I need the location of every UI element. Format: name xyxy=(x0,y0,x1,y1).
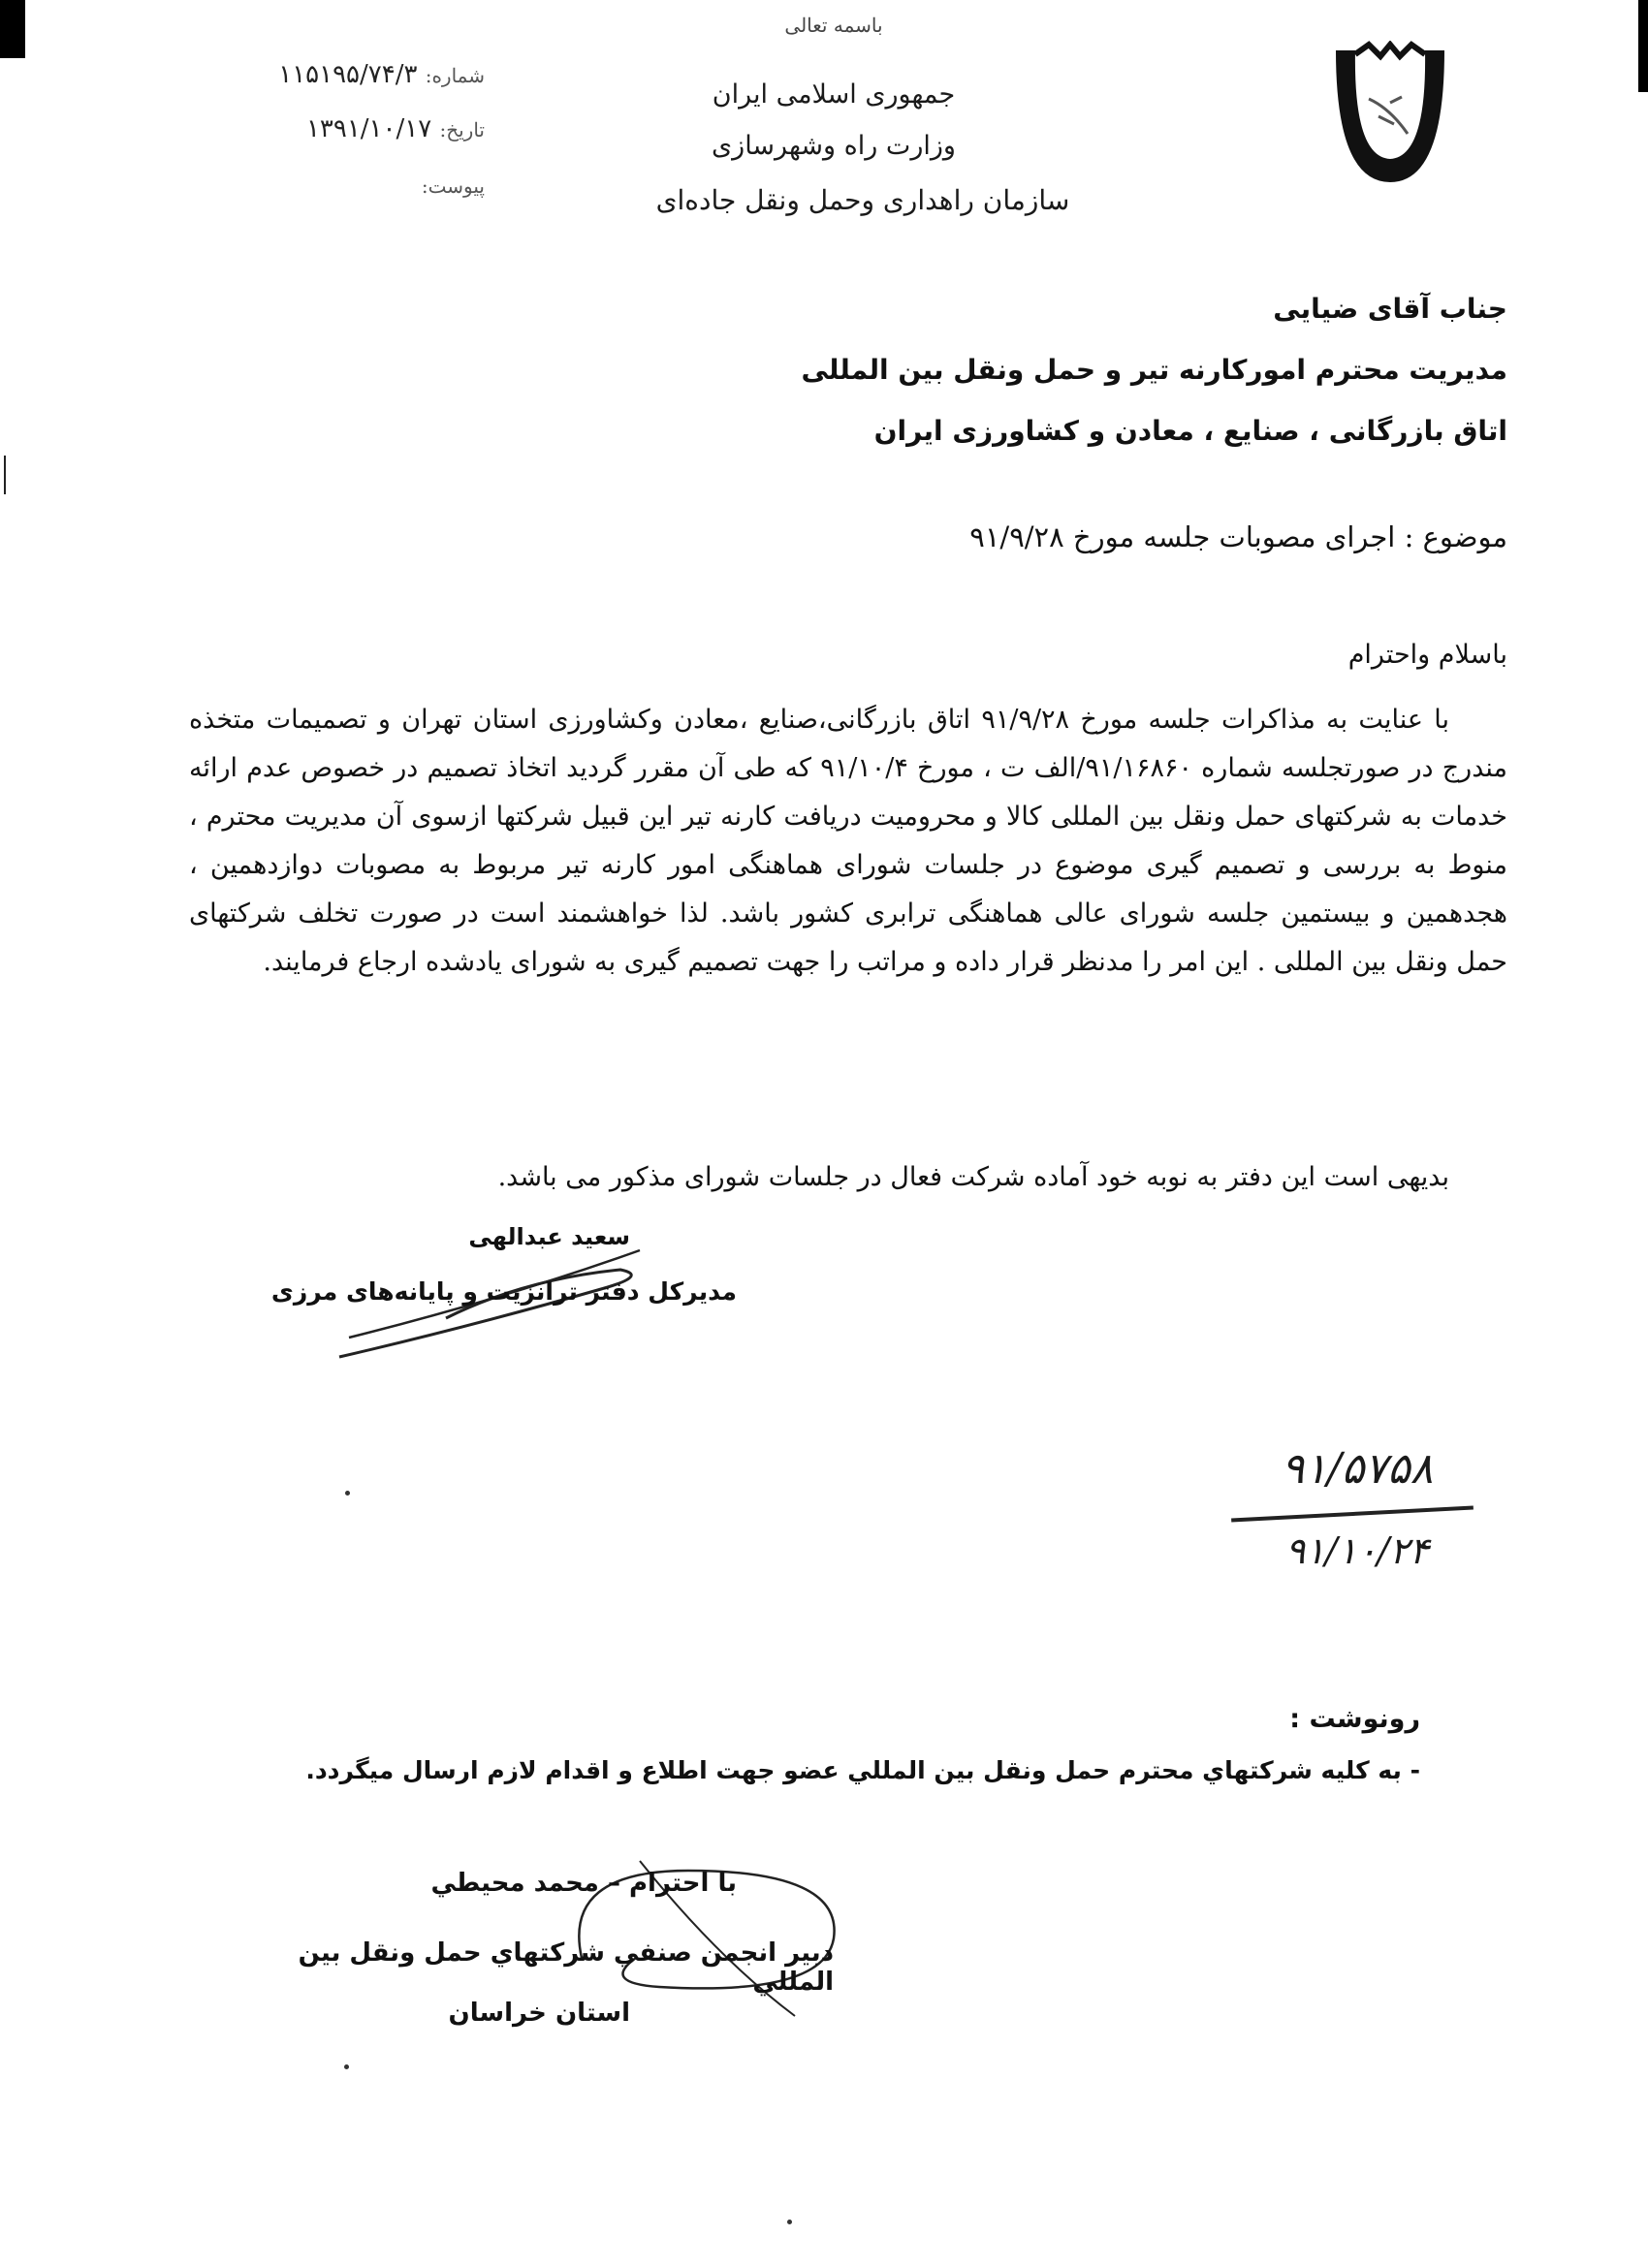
number-label: شماره: xyxy=(425,64,485,87)
ministry-name: وزارت راه وشهرسازی xyxy=(712,131,956,161)
second-signatory-title: دبیر انجمن صنفي شرکتهاي حمل ونقل بین المللي xyxy=(298,1938,834,1997)
date-label: تاریخ: xyxy=(439,118,485,142)
ministry-logo-icon xyxy=(1330,41,1450,186)
body-paragraph-2: بدیهی است این دفتر به نوبه خود آماده شرکت فعال در جلسات شورای مذکور می باشد. xyxy=(497,1162,1449,1192)
handwritten-divider xyxy=(1231,1505,1474,1522)
letter-subject: موضوع : اجرای مصوبات جلسه مورخ ۹۱/۹/۲۸ xyxy=(969,520,1507,553)
handwritten-reference-number: ۹۱/۵۷۵۸ xyxy=(1281,1444,1434,1494)
scan-dot xyxy=(344,2064,349,2069)
handwritten-reference-date: ۹۱/۱۰/۲۴ xyxy=(1284,1529,1430,1572)
number-value: ۱۱۵۱۹۵/۷۴/۳ xyxy=(278,60,418,89)
recipient-name: جناب آقای ضیایی xyxy=(1273,293,1507,325)
country-name: جمهوری اسلامی ایران xyxy=(712,79,956,110)
recipient-office: مدیریت محترم امورکارنه تیر و حمل ونقل بین المللی xyxy=(801,354,1507,386)
copy-line: - به کلیه شرکتهاي محترم حمل ونقل بین المللي عضو جهت اطلاع و اقدام لازم ارسال میگردد. xyxy=(305,1756,1420,1784)
letter-date xyxy=(233,114,485,143)
scan-edge-left xyxy=(0,0,25,58)
second-signatory-name: با احترام – محمد محیطي xyxy=(430,1869,737,1898)
recipient-organization: اتاق بازرگانی ، صنایع ، معادن و کشاورزی ایران xyxy=(873,415,1507,447)
scan-edge-right xyxy=(1638,0,1648,92)
body-paragraph-1: با عنایت به مذاکرات جلسه مورخ ۹۱/۹/۲۸ اتاق بازرگانی،صنایع ،معادن وکشاورزی استان تهران و تصمیمات متخذه مندرج در صورتجلسه شماره ۹۱/۱۶۸۶۰/الف ت ، مورخ ۹۱/۱۰/۴ که طی آن مقرر گردید اتخاذ تصمیم در خصوص عدم ارائه خدمات به شرکتهای حمل ونقل بین المللی کالا و محرومیت دریافت کارنه تیر این قبیل شرکتها ازسوی آن مدیریت محترم ، منوط به بررسی و تصمیم گیری موضوع در جلسات شورای هماهنگی امور کارنه تیر مربوط به مصوبات دوازدهمین ، هجدهمین و بیستمین جلسه شورای عالی هماهنگی ترابری کشور باشد. لذا خواهشمند است در صورت تخلف شرکتهای حمل ونقل بین المللی . این امر را مدنظر قرار داده و مراتب را جهت تصمیم گیری به شورای یادشده ارجاع فرمایند. xyxy=(189,705,1507,977)
scan-edge-mark xyxy=(4,456,6,494)
scan-dot xyxy=(345,1491,350,1496)
greeting: باسلام واحترام xyxy=(1347,640,1507,670)
attachment-label: پیوست: xyxy=(421,174,485,198)
signatory-title: مدیرکل دفتر ترانزیت و پایانه‌های مرزی xyxy=(270,1277,737,1306)
bismillah: باسمه تعالی xyxy=(784,14,883,37)
organization-name: سازمان راهداری وحمل ونقل جاده‌ای xyxy=(655,184,1070,216)
letter-number xyxy=(194,60,485,89)
date-value: ۱۳۹۱/۱۰/۱۷ xyxy=(305,114,432,143)
copy-heading: رونوشت : xyxy=(1289,1704,1420,1734)
scan-dot xyxy=(787,2220,792,2224)
second-signatory-province: استان خراسان xyxy=(448,1999,630,2028)
signatory-name: سعید عبدالهی xyxy=(468,1223,630,1250)
